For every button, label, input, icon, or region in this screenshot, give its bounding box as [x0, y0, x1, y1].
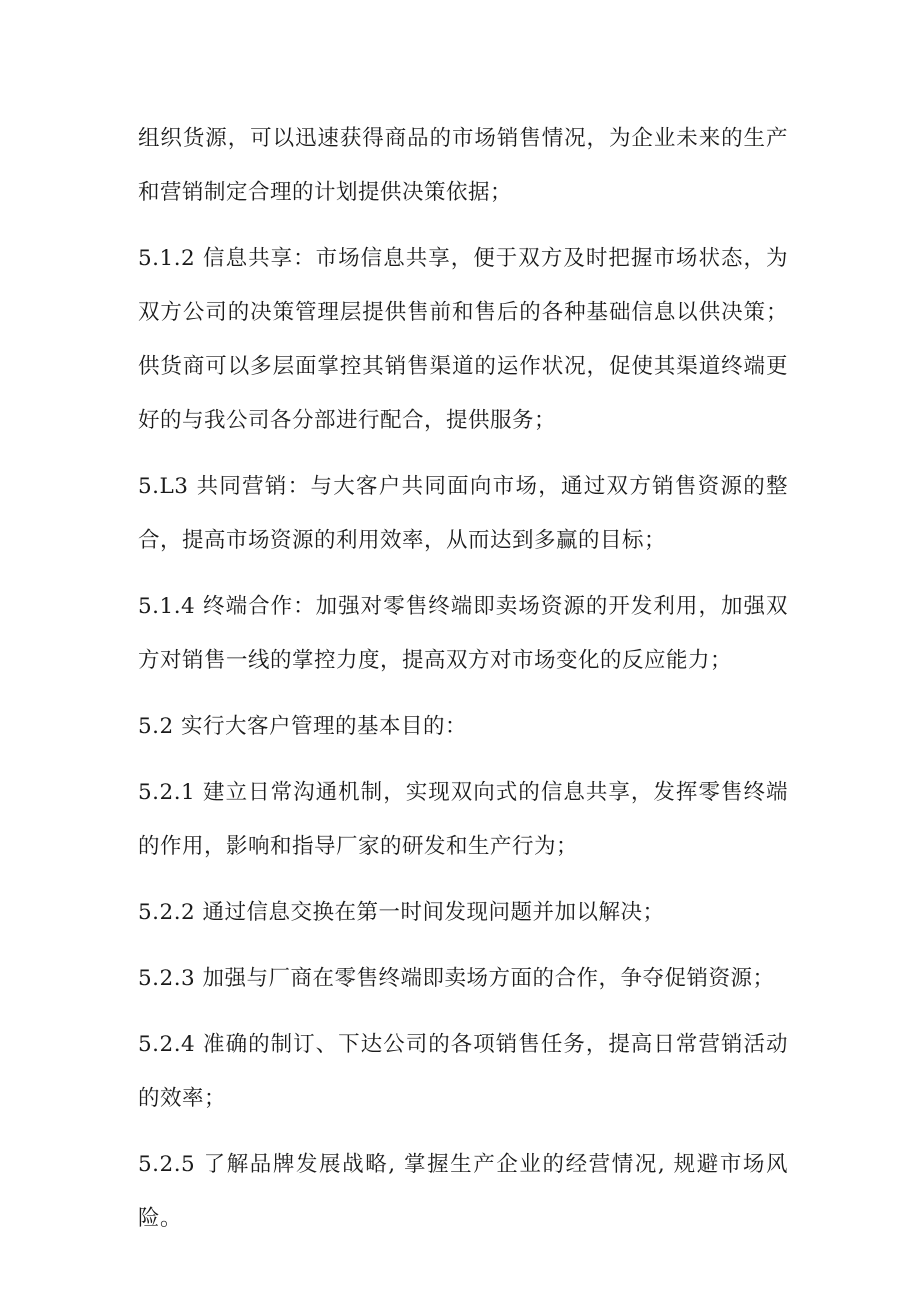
paragraph-continuation: 组织货源，可以迅速获得商品的市场销售情况，为企业未来的生产和营销制定合理的计划提供决策依据；: [138, 126, 788, 205]
paragraph-5-1-3: 5.L3 共同营销：与大客户共同面向市场，通过双方销售资源的整合，提高市场资源的利用效率，从而达到多赢的目标；: [138, 474, 788, 553]
paragraph-5-1-2: 5.1.2 信息共享：市场信息共享，便于双方及时把握市场状态，为双方公司的决策管理层提供售前和售后的各种基础信息以供决策；供货商可以多层面掌控其销售渠道的运作状况，促使其渠道终端更好的与我公司各分部进行配合，提供服务；: [138, 246, 788, 433]
paragraph-5-2: 5.2 实行大客户管理的基本目的：: [138, 714, 468, 739]
paragraph-5-2-5: 5.2.5 了解品牌发展战略, 掌握生产企业的经营情况, 规避市场风险。: [138, 1152, 788, 1231]
paragraph-5-2-2: 5.2.2 通过信息交换在第一时间发现问题并加以解决；: [138, 900, 665, 925]
paragraph-5-2-1: 5.2.1 建立日常沟通机制，实现双向式的信息共享，发挥零售终端的作用，影响和指导厂家的研发和生产行为；: [138, 780, 788, 859]
document-body: [138, 112, 788, 1258]
paragraph-5-1-4: 5.1.4 终端合作：加强对零售终端即卖场资源的开发利用，加强双方对销售一线的掌控力度，提高双方对市场变化的反应能力；: [138, 594, 788, 673]
paragraph-5-2-4: 5.2.4 准确的制订、下达公司的各项销售任务，提高日常营销活动的效率；: [138, 1032, 788, 1111]
paragraph-5-2-3: 5.2.3 加强与厂商在零售终端即卖场方面的合作，争夺促销资源；: [138, 966, 775, 991]
